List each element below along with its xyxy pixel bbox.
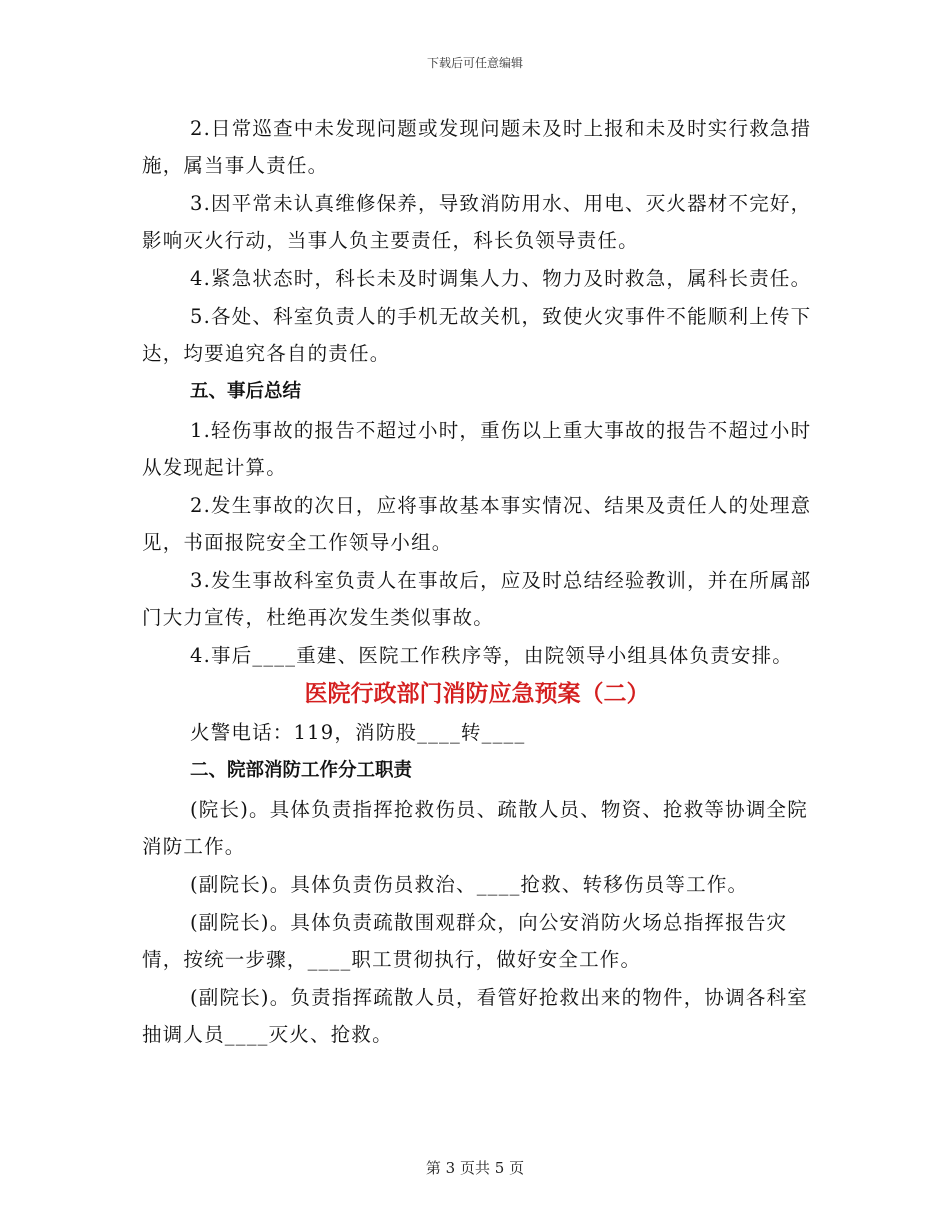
paragraph: 5.各处、科室负责人的手机无故关机，致使火灾事件不能顺利上传下达，均要追究各自的责任。 [142,305,812,365]
paragraph: 3.因平常未认真维修保养，导致消防用水、用电、灭火器材不完好，影响灭火行动，当事人负主要责任，科长负领导责任。 [142,192,812,252]
paragraph: 3.发生事故科室负责人在事故后，应及时总结经验教训，并在所属部门大力宣传，杜绝再次发生类似事故。 [142,569,812,629]
paragraph: (院长)。具体负责指挥抢救伤员、疏散人员、物资、抢救等协调全院消防工作。 [142,798,808,858]
paragraph: (副院长)。负责指挥疏散人员，看管好抢救出来的物件，协调各科室抽调人员____灭火、抢救。 [142,986,808,1046]
paragraph: 2.发生事故的次日，应将事故基本事实情况、结果及责任人的处理意见，书面报院安全工作领导小组。 [142,494,812,554]
paragraph: 4.事后____重建、医院工作秩序等，由院领导小组具体负责安排。 [190,644,794,667]
paragraph: (副院长)。具体负责疏散围观群众，向公安消防火场总指挥报告灾情，按统一步骤，____职工贯彻执行，做好安全工作。 [142,911,788,971]
page-header: 下载后可任意编辑 [426,56,523,70]
document-body [142,110,812,1053]
paragraph: (副院长)。具体负责伤员救治、____抢救、转移伤员等工作。 [190,873,749,896]
section-heading: 二、院部消防工作分工职责 [190,760,413,781]
document-title: 医院行政部门消防应急预案（二） [304,681,650,707]
paragraph: 4.紧急状态时，科长未及时调集人力、物力及时救急，属科长责任。 [190,267,812,290]
fire-phone-line: 火警电话：119，消防股____转____ [190,721,526,744]
paragraph: 2.日常巡查中未发现问题或发现问题未及时上报和未及时实行救急措施，属当事人责任。 [142,117,812,177]
section-heading: 五、事后总结 [190,381,302,402]
paragraph: 1.轻伤事故的报告不超过小时，重伤以上重大事故的报告不超过小时从发现起计算。 [142,419,812,479]
page-footer: 第 3 页共 5 页 [425,1159,525,1177]
